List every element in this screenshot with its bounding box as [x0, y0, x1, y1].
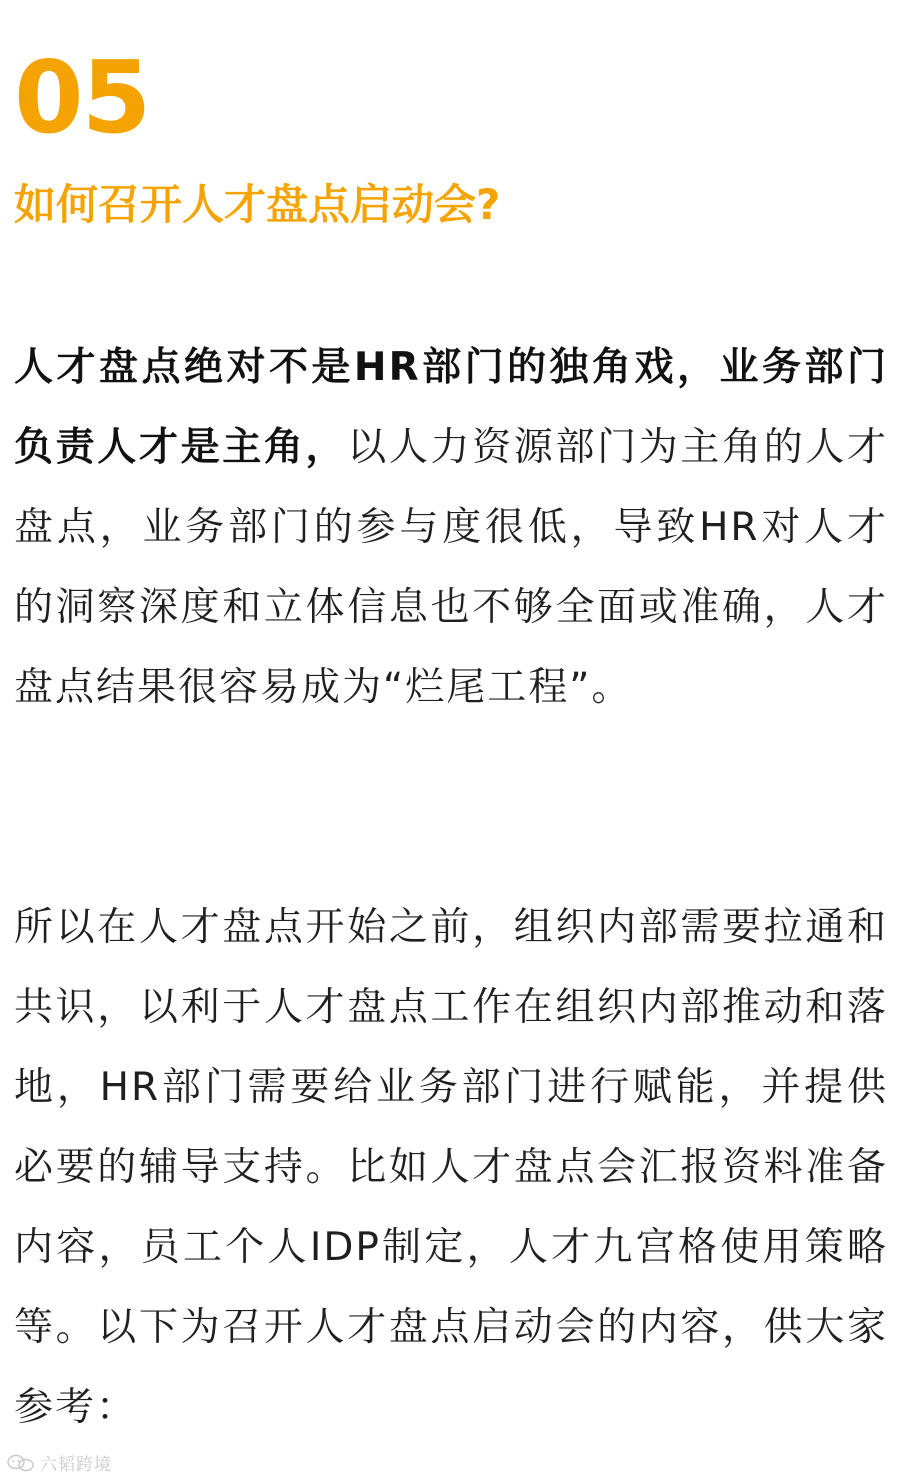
- paragraph-intro-bold: 人才盘点绝对不是HR部门的独角戏，业务部门负责人才是主角，: [14, 345, 888, 470]
- watermark-text: 六韬跨境: [40, 1455, 112, 1475]
- paragraph-intro-normal: 以人力资源部门为主角的人才盘点，业务部门的参与度很低，导致HR对人才的洞察深度和立体信息也不够全面或准确，人才盘点结果很容易成为“烂尾工程”。: [14, 425, 888, 710]
- watermark: [6, 1450, 112, 1475]
- section-number: 05: [14, 39, 150, 156]
- section-title: 如何召开人才盘点启动会?: [14, 180, 501, 229]
- paragraph-intro: [14, 328, 888, 728]
- paragraph-body: 所以在人才盘点开始之前，组织内部需要拉通和共识，以利于人才盘点工作在组织内部推动和落地，HR部门需要给业务部门进行赋能，并提供必要的辅导支持。比如人才盘点会汇报资料准备内容，员工个人IDP制定，人才九宫格使用策略等。以下为召开人才盘点启动会的内容，供大家参考：: [14, 905, 888, 1430]
- wechat-logo-icon: [6, 1454, 36, 1472]
